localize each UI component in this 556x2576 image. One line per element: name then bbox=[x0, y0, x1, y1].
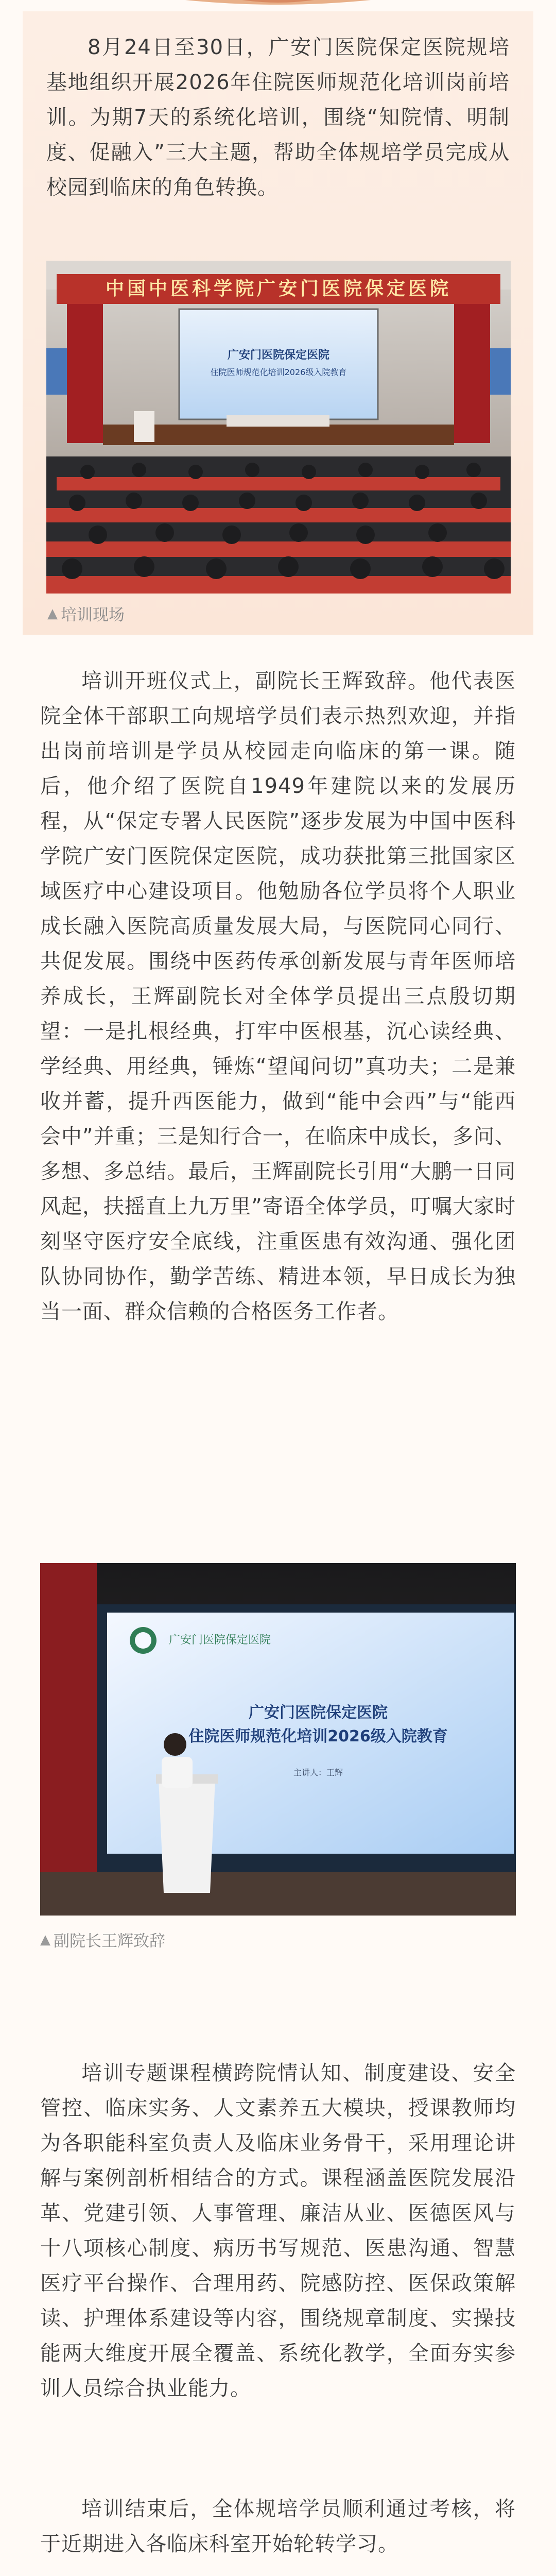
caption-text: 副院长王辉致辞 bbox=[54, 1932, 165, 1951]
intro-panel bbox=[23, 11, 533, 635]
screen-line-2: 住院医师规范化培训2026级入院教育 bbox=[210, 367, 347, 377]
speech-image bbox=[40, 1563, 516, 1916]
triangle-icon: ▲ bbox=[47, 605, 58, 621]
photo-caption bbox=[40, 1928, 165, 1951]
logo-text: 广安门医院保定医院 bbox=[169, 1634, 271, 1647]
screen-line-1: 广安门医院保定医院 bbox=[227, 349, 330, 362]
training-site-photo bbox=[46, 261, 511, 594]
screen-title-2: 住院医师规范化培训2026级入院教育 bbox=[188, 1727, 448, 1745]
body-paragraph-3: 培训结束后，全体规培学员顺利通过考核，将于近期进入各临床科室开始轮转学习。 bbox=[40, 2497, 516, 2556]
screen-speaker: 主讲人：王辉 bbox=[293, 1768, 343, 1777]
body-paragraph-1: 培训开班仪式上，副院长王辉致辞。他代表医院全体干部职工向规培学员们表示热烈欢迎，并指出岗前培训是学员从校园走向临床的第一课。随后，他介绍了医院自1949年建院以来的发展历程，从“保定专署人民医院”逐步发展为中国中医科学院广安门医院保定医院，成功获批第三批国家区域医疗中心建设项目。他勉励各位学员将个人职业成长融入医院高质量发展大局，与医院同心同行、共促发展。围绕中医药传承创新发展与青年医师培养成长，王辉副院长对全体学员提出三点殷切期望：一是扎根经典，打牢中医根基，沉心读经典、学经典、用经典，锤炼“望闻问切”真功夫；二是兼收并蓄，提升西医能力，做到“能中会西”与“能西会中”并重；三是知行合一，在临床中成长，多问、多想、多总结。最后，王辉副院长引用“大鹏一日同风起，扶摇直上九万里”寄语全体学员，叮嘱大家时刻坚守医疗安全底线，注重医患有效沟通、强化团队协同协作，勤学苦练、精进本领，早日成长为独当一面、群众信赖的合格医务工作者。 bbox=[40, 669, 516, 1324]
vice-president-speech-photo bbox=[40, 1563, 516, 1916]
screen-title-1: 广安门医院保定医院 bbox=[249, 1704, 388, 1722]
photo-caption bbox=[47, 602, 125, 625]
banner-text: 中国中医科学院广安门医院保定医院 bbox=[105, 278, 452, 299]
intro-paragraph: 8月24日至30日，广安门医院保定医院规培基地组织开展2026年住院医师规范化培训岗前培训。为期7天的系统化培训，围绕“知院情、明制度、促融入”三大主题，帮助全体规培学员完成从校园到临床的角色转换。 bbox=[46, 36, 510, 199]
triangle-icon: ▲ bbox=[40, 1931, 50, 1947]
body-paragraph-2: 培训专题课程横跨院情认知、制度建设、安全管控、临床实务、人文素养五大模块，授课教师均为各职能科室负责人及临床业务骨干，采用理论讲解与案例剖析相结合的方式。课程涵盖医院发展沿革、党建引领、人事管理、廉洁从业、医德医风与十八项核心制度、病历书写规范、医患沟通、智慧医疗平台操作、合理用药、院感防控、医保政策解读、护理体系建设等内容，围绕规章制度、实操技能两大维度开展全覆盖、系统化教学，全面夯实参训人员综合执业能力。 bbox=[40, 2061, 516, 2400]
caption-text: 培训现场 bbox=[61, 606, 125, 624]
training-site-image bbox=[46, 261, 511, 594]
